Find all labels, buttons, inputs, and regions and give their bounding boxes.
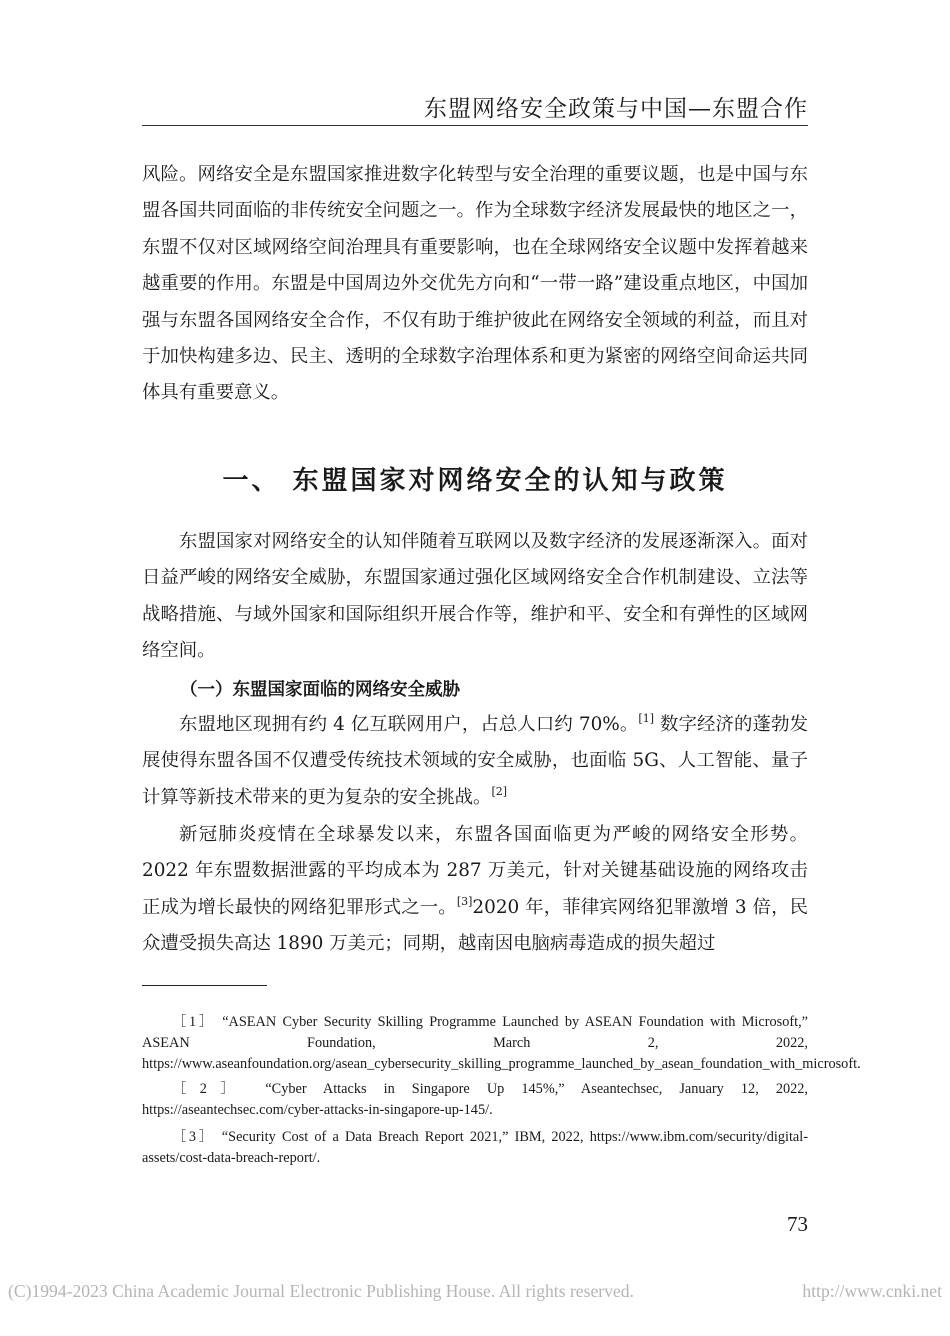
copyright-watermark <box>8 1281 942 1302</box>
footnote-text-3: “Security Cost of a Data Breach Report 2021,” IBM, 2022, https://www.ibm.com/security/digital-assets/cost-data-breach-report/. <box>142 1129 808 1166</box>
footnote-2 <box>142 1079 808 1121</box>
covid-paragraph <box>142 817 808 963</box>
header-rule <box>142 125 808 126</box>
watermark-url[interactable]: http://www.cnki.net <box>802 1281 942 1301</box>
footnote-1 <box>142 1012 861 1074</box>
page-number: 73 <box>787 1212 808 1236</box>
threat-text-2: 数字经济的蓬勃发展使得东盟各国不仅遭受传统技术领域的安全威胁，也面临 5G、人工智能、量子计算等新技术带来的更为复杂的安全挑战。 <box>142 714 808 808</box>
section-title: 一、 东盟国家对网络安全的认知与政策 <box>222 466 728 496</box>
running-head: 东盟网络安全政策与中国—东盟合作 <box>424 96 808 122</box>
footnote-mark-2: ［2］ <box>172 1081 249 1097</box>
footnote-text-1: “ASEAN Cyber Security Skilling Programme Launched by ASEAN Foundation with Microsoft,” ASEAN Foundation, March 2, 2022, https://www.aseanfoundation.org/asean_cybersecurity_skilling_programme_launched_by_asean_foundation_with_microsoft. <box>142 1014 861 1072</box>
footnote-3 <box>142 1127 808 1169</box>
section-paragraph: 东盟国家对网络安全的认知伴随着互联网以及数字经济的发展逐渐深入。面对日益严峻的网络安全威胁，东盟国家通过强化区域网络安全合作机制建设、立法等战略措施、与域外国家和国际组织开展合作等，维护和平、安全和有弹性的区域网络空间。 <box>142 531 808 662</box>
footnote-ref-1[interactable]: [1] <box>638 712 655 725</box>
footnote-ref-3[interactable]: [3] <box>456 894 473 908</box>
threat-text-1: 东盟地区现拥有约 4 亿互联网用户，占总人口约 70%。 <box>179 714 639 735</box>
intro-paragraph: 风险。网络安全是东盟国家推进数字化转型与安全治理的重要议题，也是中国与东盟各国共同面临的非传统安全问题之一。作为全球数字经济发展最快的地区之一，东盟不仅对区域网络空间治理具有重要影响，也在全球网络安全议题中发挥着越来越重要的作用。东盟是中国周边外交优先方向和“一带一路”建设重点地区，中国加强与东盟各国网络安全合作，不仅有助于维护彼此在网络安全领域的利益，而且对于加快构建多边、民主、透明的全球数字治理体系和更为紧密的网络空间命运共同体具有重要意义。 <box>142 164 808 404</box>
footnote-rule <box>142 985 267 986</box>
footnote-mark-3: ［3］ <box>172 1129 216 1145</box>
subsection-title: （一）东盟国家面临的网络安全威胁 <box>180 680 460 700</box>
covid-text-1: 新冠肺炎疫情在全球暴发以来，东盟各国面临更为严峻的网络安全形势。2022 年东盟数据泄露的平均成本为 287 万美元，针对关键基础设施的网络攻击正成为增长最快的网络犯罪形式之一。 <box>142 824 808 918</box>
footnote-text-2: “Cyber Attacks in Singapore Up 145%,” Aseantechsec, January 12, 2022, https://aseantechsec.com/cyber-attacks-in-singapore-up-145/. <box>142 1081 809 1118</box>
footnote-ref-2[interactable]: [2] <box>491 784 508 798</box>
footnote-mark-1: ［1］ <box>172 1014 216 1030</box>
covid-text-2: 2020 年，菲律宾网络犯罪激增 3 倍，民众遭受损失高达 1890 万美元；同期，越南因电脑病毒造成的损失超过 <box>142 896 808 955</box>
threat-paragraph <box>142 707 808 816</box>
watermark-copyright: (C)1994-2023 China Academic Journal Electronic Publishing House. All rights reserved. <box>8 1281 634 1301</box>
